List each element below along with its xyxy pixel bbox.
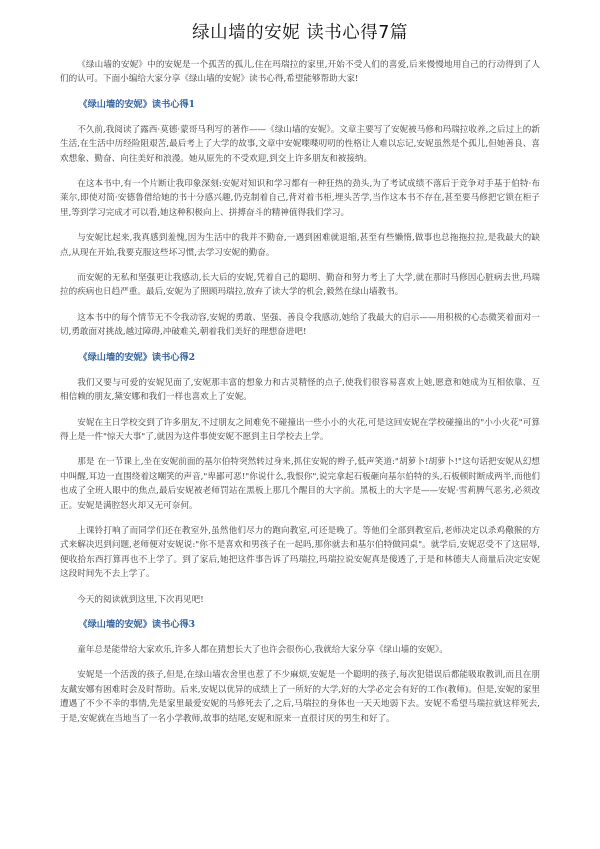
section-heading: 《绿山墙的安妮》读书心得2 [78,351,196,363]
paragraph: 而安妮的无私和坚强更让我感动,长大后的安妮,凭着自己的聪明、勤奋和努力考上了大学,就在那时马修因心脏病去世,玛瑞拉的疾病也日趋严重。最后,安妮为了照顾玛瑞拉,放弃了读大学的机会,毅然在绿山墙教书。 [60,273,540,298]
paragraph: 在这本书中,有一个片断让我印象深刻:安妮对知识和学习都有一种狂热的劲头,为了考试成绩不落后于竞争对手基于伯特·布莱尔,即使对简·安德鲁借给她的书十分感兴趣,仍克制着自己,背对着书柜,埋头苦学,当作这本书不存在,甚至要马修把它锁在柜子里,等到学习完成才可以看,她这种积极向上、拼搏奋斗的精神值得我们学习。 [60,179,540,218]
paragraph: 不久前,我阅读了露西·莫德·蒙哥马利写的著作——《绿山墙的安妮》。文章主要写了安妮被马修和玛瑞拉收养,之后过上的新生活,在生活中历经险阻艰苦,最后考上了大学的故事,文章中安妮喋喋叨叨的性格让人难以忘记,安妮虽然是个孤儿,但她善良、喜欢想象、勤奋、向往美好和浪漫。她从原先的不受欢迎,到交上许多朋友和被接纳。 [60,124,540,164]
paragraph: 与安妮比起来,我真感到羞愧,因为生活中的我并不勤奋,一遇到困难就退缩,甚至有些懒惰,做事也总拖拖拉拉,是我最大的缺点,从现在开始,我要克服这些坏习惯,去学习安妮的勤奋。 [60,233,540,258]
paragraph: 这本书中的每个情节无不令我动容,安妮的勇敢、坚强、善良令我感动,她给了我最大的启示——用积极的心态微笑着面对一切,勇敢面对挑战,越过障碍,冲破难关,朝着我们美好的理想奋进吧! [60,312,540,338]
paragraph: 安妮在主日学校交到了许多朋友,不过朋友之间难免不碰撞出一些小小的火花,可是这回安妮在学校碰撞出的"小小火花"可算得上是一件"惊天大事"了,就因为这件事使安妮不愿到主日学校去上学。 [60,417,540,442]
intro-paragraph: 《绿山墙的安妮》中的安妮是一个孤苦的孤儿,住在玛瑞拉的家里,开始不受人们的喜爱,后来慢慢地用自己的行动得到了人们的认可。下面小编给大家分享《绿山墙的安妮》读书心得,希望能够帮助大家! [60,60,540,85]
section-3 [60,618,540,726]
document-title: 绿山墙的安妮 读书心得7篇 [192,23,408,43]
paragraph: 那是 在一节课上,坐在安妮前面的基尔伯特突然转过身来,抓住安妮的辫子,低声笑道:"胡萝卜!胡萝卜!"这句话把安妮从幻想中叫醒,耳边一直围绕着这嘲笑的声音,"卑鄙可恶!"你说什么,我恨你",说完拿起石板砸向基尔伯特的头,石板顿时断成两半,而他们也成了全班人眼中的焦点,最后安妮被老师罚站在黑板上那几个醒目的大字前。黑板上的大字是——安妮·雪莉脾气恶劣,必须改正。安妮是满腔怒火却又无可奈何。 [60,457,540,511]
section-heading: 《绿山墙的安妮》读书心得1 [78,98,196,110]
section-1 [60,98,540,340]
paragraph: 童年总是能带给大家欢乐,许多人都在猜想长大了也许会很伤心,我就给大家分享《绿山墙的安妮》。 [77,644,448,655]
paragraph: 我们又要与可爱的安妮见面了,安妮那丰富的想象力和古灵精怪的点子,使我们很容易喜欢上她,愿意和她成为互相依靠、互相信赖的朋友,黛安娜和我们一样也喜欢上了安妮。 [60,377,540,403]
paragraph: 安妮是一个活泼的孩子,但是,在绿山墙农舍里也惹了不少麻烦,安妮是一个聪明的孩子,每次犯错误后都能吸取教训,而且在朋友戴安娜有困难时会及时帮助。后来,安妮以优异的成绩上了一所好的大学,好的大学必定会有好的工作(教师)。但是,安妮的家里遭遇了不少不幸的事情,先是家里最爱安妮的马修死去了,之后,马瑞拉的身体也一天天地弱下去。安妮不希望马瑞拉就这样死去,于是,安妮就在当地当了一名小学教师,故事的结尾,安妮和原来一直很讨厌的男生和好了。 [60,670,540,724]
paragraph: 今天的阅读就到这里,下次再见吧! [77,594,204,605]
paragraph: 上课铃打响了而同学们还在教室外,虽然他们尽力的跑向教室,可还是晚了。等他们全部到教室后,老师决定以杀鸡儆猴的方式来解决迟到问题,老师便对安妮说:"你不是喜欢和男孩子在一起吗,那你就去和基尔伯特做同桌"。就学后,安妮忍受不了这屈辱,便收拾东西打算再也不上学了。到了家后,她把这件事告诉了玛瑞拉,玛瑞拉说安妮真是傻透了,于是和林德夫人商量后决定安妮这段时间先不去上学了。 [60,525,540,580]
section-heading: 《绿山墙的安妮》读书心得3 [78,618,196,630]
section-2 [60,351,540,607]
